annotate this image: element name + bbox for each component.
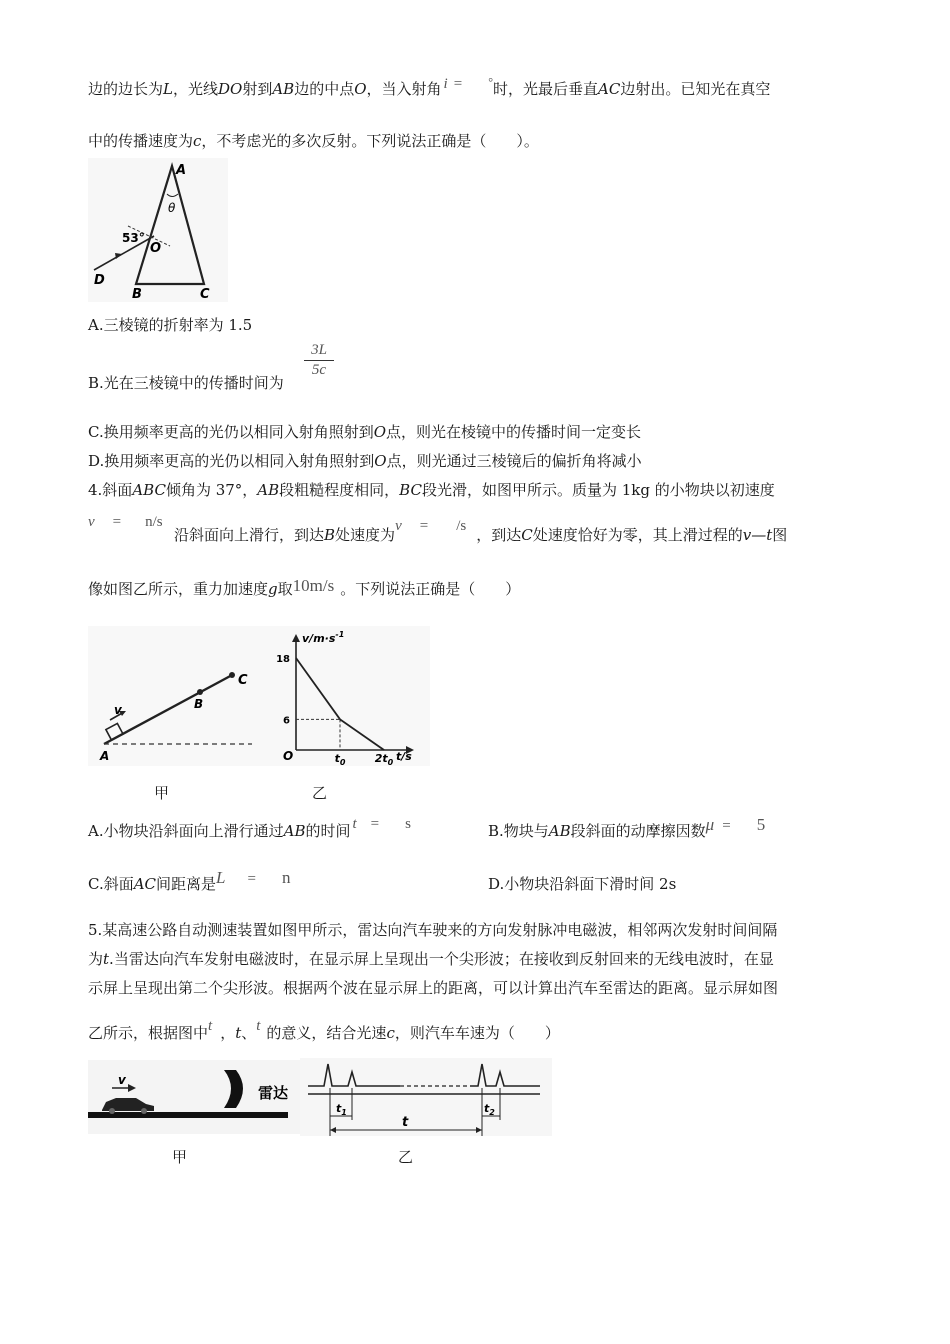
label-A: A [100, 749, 110, 763]
q5-line4: 乙所示，根据图中t ，t、t 的意义，结合光速c，则汽车车速为（ ） [88, 1018, 560, 1042]
y-tick-label-6: 6 [283, 715, 290, 727]
label-A: A [176, 163, 187, 178]
radar-display-figure [300, 1058, 552, 1136]
q4-line1: 4.斜面ABC倾角为 37°，AB段粗糙程度相同，BC段光滑，如图甲所示。质量为 1kg 的小物块以初速度 [88, 481, 775, 499]
q4-line2: 沿斜面向上滑行，到达B处速度为v = /s ，到达C处速度恰好为零，其上滑过程的v—t图 [174, 518, 788, 544]
q3-option-b: B.光在三棱镜中的传播时间为 [88, 374, 284, 392]
x-axis-label: t/s [396, 750, 412, 763]
q5-caption-yi: 乙 [398, 1148, 414, 1166]
wheel [109, 1108, 115, 1114]
figure-background [268, 626, 430, 766]
q5-caption-jia: 甲 [172, 1148, 188, 1166]
point-C [229, 672, 235, 678]
label-t: t [402, 1115, 409, 1130]
label-C: C [200, 287, 210, 302]
label-D: D [94, 273, 105, 288]
var-L: L [163, 80, 173, 98]
q3-option-b-fraction [304, 342, 334, 379]
y-axis-label: $v/m\cdot s^{-1}$ [302, 630, 345, 645]
label-v: v [114, 703, 122, 717]
origin-label: O [283, 749, 294, 763]
label-53: 53° [122, 231, 145, 245]
figure-background [88, 626, 268, 766]
x-tick-label-2t0: $2t_0$ [374, 752, 394, 766]
car-radar-figure [88, 1060, 300, 1134]
q3-option-c: C.换用频率更高的光仍以相同入射角照射到O点，则光在棱镜中的传播时间一定变长 [88, 423, 642, 441]
vt-graph [268, 626, 430, 766]
y-tick-label-18: 18 [276, 654, 290, 665]
q3-option-d: D.换用频率更高的光仍以相同入射角照射到O点，则光通过三棱镜后的偏折角将减小 [88, 452, 642, 470]
fraction-denominator: 5c [311, 362, 327, 378]
q3-line2: 中的传播速度为c，不考虑光的多次反射。下列说法正确是（ ）。 [88, 132, 539, 150]
radar-label: 雷达 [258, 1084, 289, 1102]
label-B: B [132, 287, 142, 302]
fraction-numerator: 3L [311, 342, 327, 358]
q4-option-d: D.小物块沿斜面下滑时间 2s [488, 875, 677, 893]
q3-option-a: A.三棱镜的折射率为 1.5 [88, 316, 253, 334]
label-theta: θ [168, 201, 176, 215]
wheel [141, 1108, 147, 1114]
q5-line1: 5.某高速公路自动测速装置如图甲所示，雷达向汽车驶来的方向发射脉冲电磁波，相邻两次发射时间间隔 [88, 921, 778, 939]
q4-caption-yi: 乙 [312, 784, 328, 802]
prism-figure [88, 158, 228, 302]
q4-option-a: A.小物块沿斜面向上滑行通过AB的时间 t = s [88, 816, 411, 840]
q4-line3: 像如图乙所示，重力加速度g取10m/s 。下列说法正确是（ ） [88, 576, 521, 598]
label-t2: $t_2$ [484, 1102, 495, 1117]
x-tick-label-t0: $t_0$ [334, 752, 346, 766]
label-v: v [118, 1073, 126, 1087]
label-O: O [150, 241, 162, 256]
q5-line3: 示屏上呈现出第二个尖形波。根据两个波在显示屏上的距离，可以计算出汽车至雷达的距离。显示屏如图 [88, 979, 779, 997]
figure-background [88, 158, 228, 302]
q4-option-c: C.斜面AC间距离是L = n [88, 868, 291, 893]
label-B: B [194, 697, 204, 711]
incline-figure [88, 626, 268, 766]
q4-option-b: B.物块与AB段斜面的动摩擦因数μ = 5 [488, 815, 766, 840]
q4-v0-formula: v = n/s [88, 514, 163, 530]
fraction-bar [304, 360, 334, 361]
road [88, 1112, 288, 1118]
q5-line2: 为t.当雷达向汽车发射电磁波时，在显示屏上呈现出一个尖形波；在接收到反射回来的无线电波时，在显 [88, 950, 774, 968]
label-t1: $t_1$ [336, 1102, 347, 1117]
q3-line1: 边的边长为L，光线DO射到AB边的中点O，当入射角 i = °时，光最后垂直AC边射出。已知光在真空 [88, 75, 771, 98]
label-C: C [238, 673, 248, 688]
figure-background [300, 1058, 552, 1136]
point-B [197, 689, 203, 695]
q4-caption-jia: 甲 [154, 784, 170, 802]
